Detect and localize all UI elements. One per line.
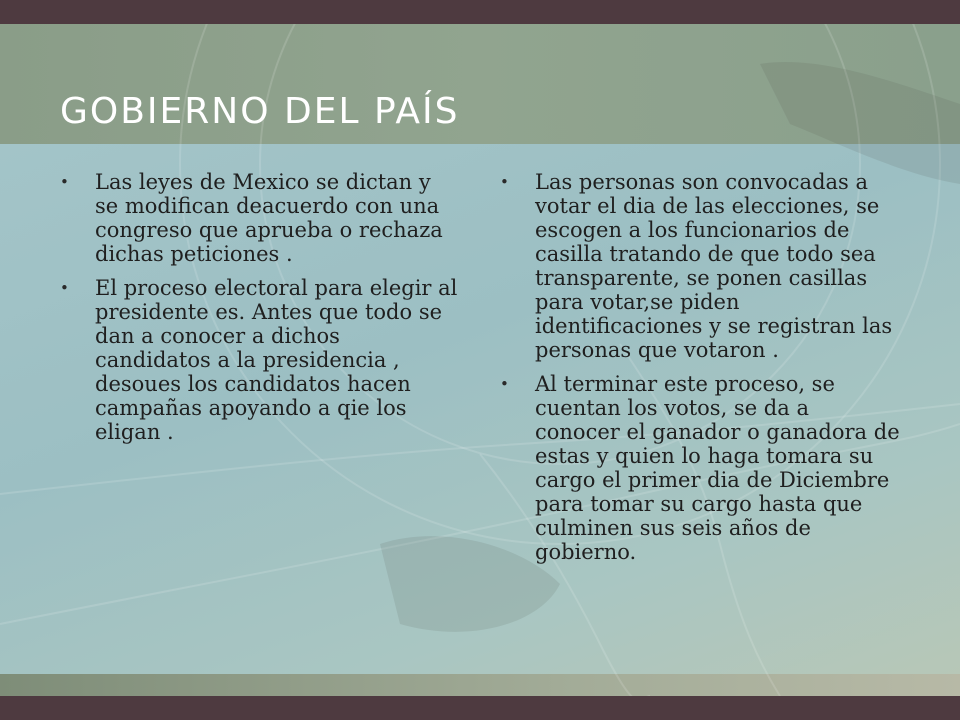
bottom-frame-bar	[0, 696, 960, 720]
bullet-dot-icon: •	[500, 375, 509, 393]
bullet-text: El proceso electoral para elegir al presidente es. Antes que todo se dan a conocer a dichos candidatos a la presidencia , desoues los candidatos hacen campañas apoyando a qie los eligan .	[95, 276, 458, 444]
right-bullet-list	[500, 170, 900, 574]
slide-title: GOBIERNO DEL PAÍS	[60, 91, 460, 132]
bullet-text: Las leyes de Mexico se dictan y se modifican deacuerdo con una congreso que aprueba o rechaza dichas peticiones .	[95, 170, 443, 266]
list-item	[60, 170, 460, 266]
bullet-text: Las personas son convocadas a votar el dia de las elecciones, se escogen a los funcionarios de casilla tratando de que todo sea transparente, se ponen casillas para votar,se piden identificaciones y se registran las personas que votaron .	[535, 170, 893, 362]
list-item	[500, 372, 900, 564]
bullet-text: Al terminar este proceso, se cuentan los votos, se da a conocer el ganador o ganadora de estas y quien lo haga tomara su cargo el primer dia de Diciembre para tomar su cargo hasta que culminen sus seis años de gobierno.	[535, 372, 900, 564]
bullet-dot-icon: •	[60, 173, 69, 191]
bullet-dot-icon: •	[500, 173, 509, 191]
bottom-band	[0, 674, 960, 696]
top-frame-bar	[0, 0, 960, 24]
bullet-dot-icon: •	[60, 279, 69, 297]
left-bullet-list	[60, 170, 460, 454]
list-item	[500, 170, 900, 362]
list-item	[60, 276, 460, 444]
